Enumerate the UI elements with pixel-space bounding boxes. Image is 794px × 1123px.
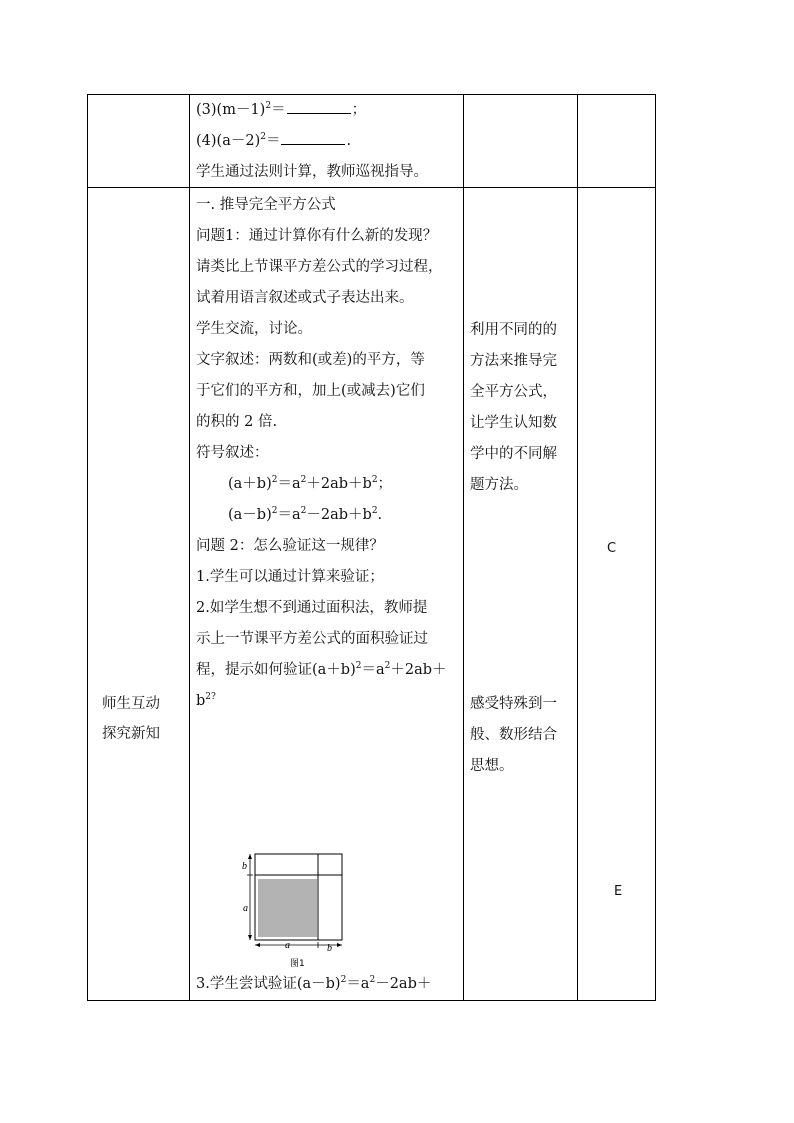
label-b-bottom: b xyxy=(327,943,332,954)
step-3-line: 3.学生尝试验证$(a-b)^2=a^2-2ab+$ xyxy=(196,975,432,992)
formula-sum-square: $(a+b)^2=a^2+2ab+b^2$； xyxy=(228,475,393,492)
table-border-left xyxy=(87,94,88,1001)
label-b-left: b xyxy=(242,861,247,872)
mark-c: C xyxy=(607,541,617,556)
area-figure-svg xyxy=(236,848,356,970)
label-a-bottom: a xyxy=(285,940,290,951)
section-title: 一. 推导完全平方公式 xyxy=(196,197,336,213)
area-figure xyxy=(236,848,356,970)
table-border-bottom xyxy=(87,1000,656,1001)
table-border-right xyxy=(655,94,656,1001)
arrow-icon xyxy=(248,854,252,859)
shaded-square xyxy=(258,879,317,937)
mark-e: E xyxy=(614,884,623,899)
row1-activity: 学生通过法则计算，教师巡视指导。 xyxy=(196,164,428,180)
row1-content xyxy=(196,95,428,188)
intent-block-2: 感受特殊到一 般、数形结合 思想。 xyxy=(470,696,557,774)
figure-caption: 图1 xyxy=(290,959,305,969)
arrow-icon xyxy=(248,935,252,940)
formula-diff-square: $(a-b)^2=a^2-2ab+b^2$. xyxy=(228,506,383,523)
exercise-4: $(4)(a-2)^2=$ . xyxy=(196,126,428,157)
row2-content: 一. 推导完全平方公式 问题1：通过计算你有什么新的发现？ 请类比上节课平方差公式的学习过程， 试着用语言叙述或式子表达出来。 学生交流，讨论。 文字叙述：两数和(或差)的平方，等 于它们的平方和，加上(或减去)它们 的积的 2 倍. 符号叙述： $(a+b)^2=a^2+2ab+b^2$； $(a-b)^2=a^2-2ab+b^2$. 问题 2：怎么验证这一规律？ 1.学生可以通过计算来验证； 2.如学生想不到通过面积法，教师提 示上一节课平方差公式的面积验证过 程，提示如何验证$(a+b)^2=a^2+2ab+$ $b^{2?}$ xyxy=(196,190,447,717)
answer-blank-3 xyxy=(287,98,351,114)
exercise-3: $(3)(m-1)^2=$ ； xyxy=(196,95,428,126)
label-a-left: a xyxy=(243,903,248,914)
table-col-divider-3 xyxy=(577,94,578,1001)
stage-label: 师生互动 探究新知 xyxy=(102,696,160,742)
arrow-icon xyxy=(337,943,342,947)
arrow-icon xyxy=(255,943,260,947)
table-col-divider-1 xyxy=(189,94,190,1001)
table-col-divider-2 xyxy=(463,94,464,1001)
answer-blank-4 xyxy=(281,129,345,145)
intent-block-1: 利用不同的的 方法来推导完 全平方公式， 让学生认知数 学中的不同解 题方法。 xyxy=(470,322,557,493)
